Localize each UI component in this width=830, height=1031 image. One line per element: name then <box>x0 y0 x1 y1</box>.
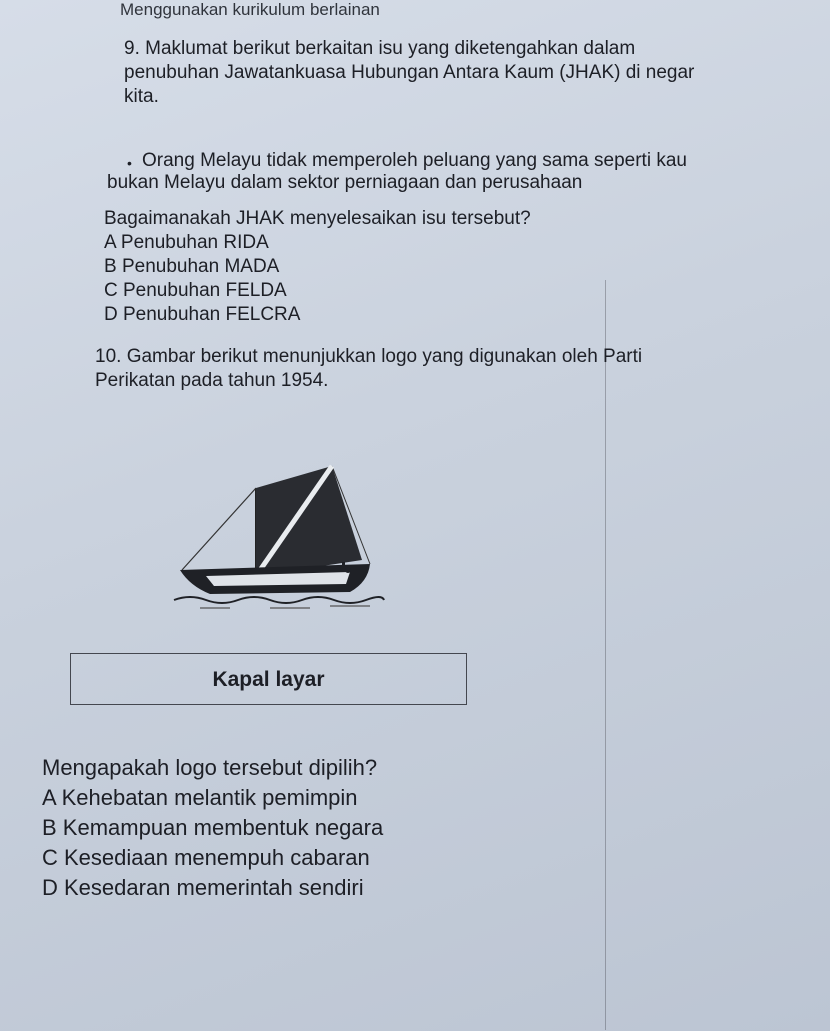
q9-option-b[interactable]: B Penubuhan MADA <box>104 256 280 277</box>
q10-question: Mengapakah logo tersebut dipilih? <box>42 755 378 780</box>
q10-line-2: Perikatan pada tahun 1954. <box>95 370 329 391</box>
page-fold-line <box>605 280 606 1030</box>
q9-bullet-line-1: Orang Melayu tidak memperoleh peluang yang sama seperti kau <box>142 150 687 171</box>
sailing-ship-logo <box>170 458 390 618</box>
sailing-ship-icon <box>170 458 390 618</box>
q9-line-3: kita. <box>124 86 159 107</box>
header-text: Menggunakan kurikulum berlainan <box>120 0 380 19</box>
q10-option-c[interactable]: C Kesediaan menempuh cabaran <box>42 845 370 870</box>
q9-question: Bagaimanakah JHAK menyelesaikan isu tersebut? <box>104 208 531 229</box>
q9-option-d[interactable]: D Penubuhan FELCRA <box>104 304 301 325</box>
q9-line-2: penubuhan Jawatankuasa Hubungan Antara Kaum (JHAK) di negar <box>124 62 695 83</box>
q9-bullet-line-2: bukan Melayu dalam sektor perniagaan dan perusahaan <box>107 172 583 193</box>
q10-line-1: 10. Gambar berikut menunjukkan logo yang digunakan oleh Parti <box>95 346 643 367</box>
q10-option-b[interactable]: B Kemampuan membentuk negara <box>42 815 384 840</box>
q10-option-d[interactable]: D Kesedaran memerintah sendiri <box>42 875 364 900</box>
logo-caption-box <box>70 653 467 705</box>
q9-line-1: 9. Maklumat berikut berkaitan isu yang diketengahkan dalam <box>124 38 636 59</box>
q10-option-a[interactable]: A Kehebatan melantik pemimpin <box>42 785 358 810</box>
q9-option-c[interactable]: C Penubuhan FELDA <box>104 280 287 301</box>
logo-caption: Kapal layar <box>212 668 325 691</box>
q9-option-a[interactable]: A Penubuhan RIDA <box>104 232 269 253</box>
bullet-dot: • <box>127 155 132 171</box>
